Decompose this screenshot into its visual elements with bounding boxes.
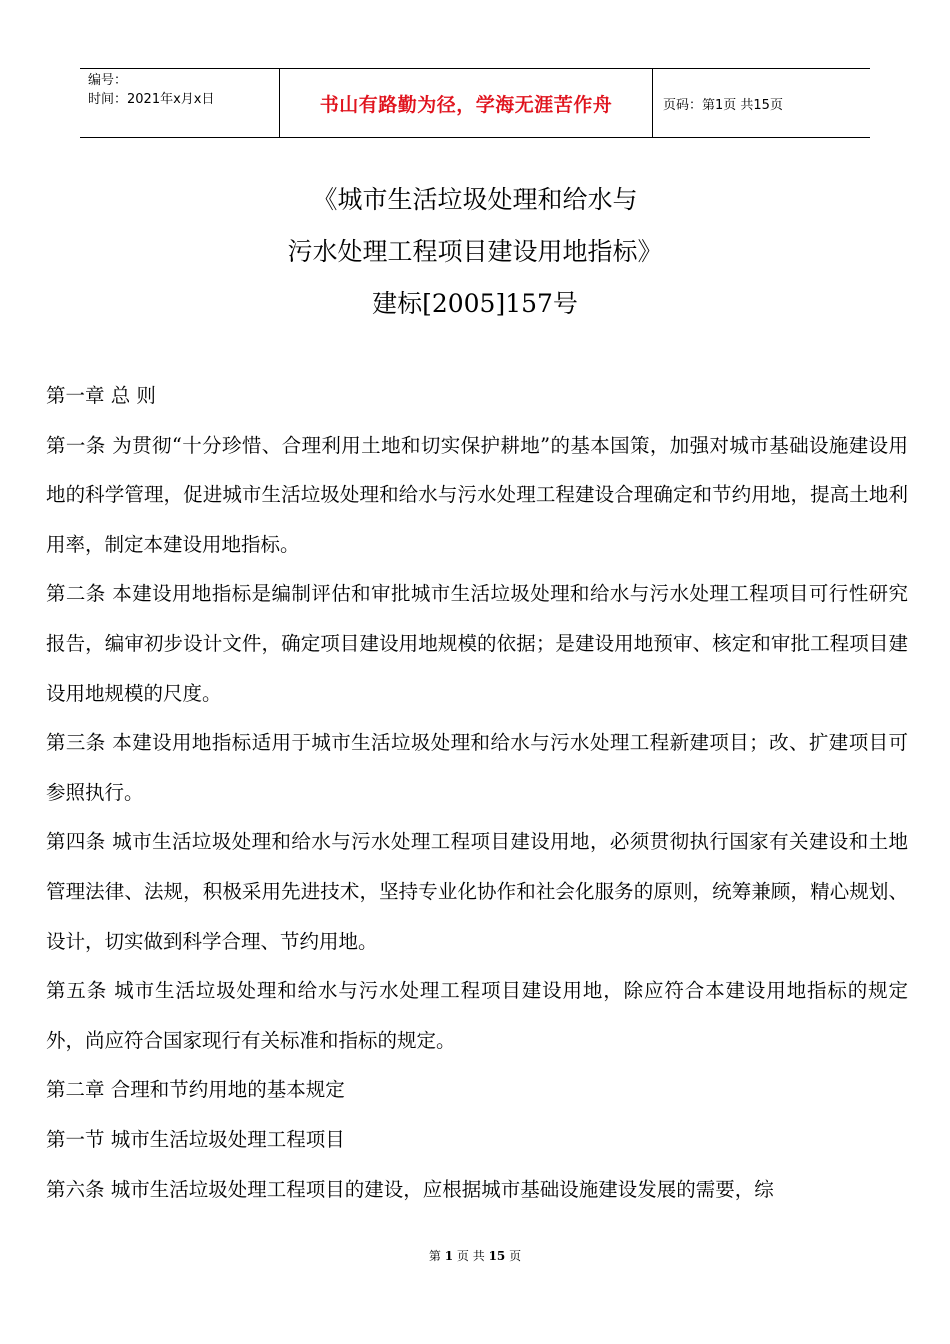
article-2: 第二条 本建设用地指标是编制评估和审批城市生活垃圾处理和给水与污水处理工程项目可行性研究报告，编审初步设计文件，确定项目建设用地规模的依据；是建设用地预审、核定和审批工程项目建设用地规模的尺度。 [46,582,908,705]
footer-middle: 页 共 [456,1249,485,1263]
article-1: 第一条 为贯彻“十分珍惜、合理利用土地和切实保护耕地”的基本国策，加强对城市基础设施建设用地的科学管理，促进城市生活垃圾处理和给水与污水处理工程建设合理确定和节约用地，提高土地利用率，制定本建设用地指标。 [46,433,908,556]
header-time-label: 时间：2021年x月x日 [88,92,215,107]
document-title [0,174,950,330]
header-number-label: 编号： [88,73,128,88]
article-5: 第五条 城市生活垃圾处理和给水与污水处理工程项目建设用地，除应符合本建设用地指标的规定外，尚应符合国家现行有关标准和指标的规定。 [46,979,908,1052]
title-line-1: 《城市生活垃圾处理和给水与 [312,185,638,214]
title-line-3: 建标[2005]157号 [372,289,578,318]
footer-prefix: 第 [428,1249,441,1263]
document-body [46,371,908,1214]
document-header-table [80,68,870,138]
chapter-heading-2: 第二章 合理和节约用地的基本规定 [46,1078,345,1102]
header-page-info: 页码：第1页 共15页 [663,97,783,113]
article-4: 第四条 城市生活垃圾处理和给水与污水处理工程项目建设用地，必须贯彻执行国家有关建设和土地管理法律、法规，积极采用先进技术，坚持专业化协作和社会化服务的原则，统筹兼顾，精心规划、设计，切实做到科学合理、节约用地。 [46,830,908,953]
page-footer [0,1247,950,1264]
footer-total-pages: 15 [488,1249,506,1263]
header-meta-cell [80,69,280,137]
footer-suffix: 页 [509,1249,522,1263]
footer-page-number: 1 [444,1249,454,1263]
article-6: 第六条 城市生活垃圾处理工程项目的建设，应根据城市基础设施建设发展的需要，综 [46,1177,774,1201]
header-motto: 书山有路勤为径，学海无涯苦作舟 [280,69,653,137]
chapter-heading-1: 第一章 总 则 [46,384,156,407]
title-line-2: 污水处理工程项目建设用地指标》 [287,237,663,266]
section-heading-1: 第一节 城市生活垃圾处理工程项目 [46,1127,345,1151]
article-3: 第三条 本建设用地指标适用于城市生活垃圾处理和给水与污水处理工程新建项目；改、扩建项目可参照执行。 [46,731,908,804]
